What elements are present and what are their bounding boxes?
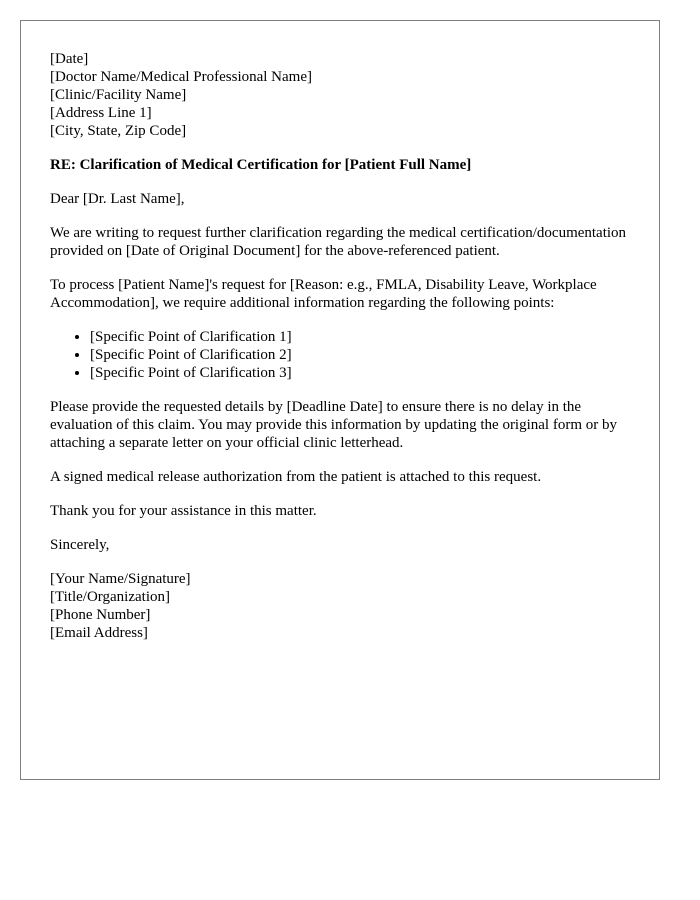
letter-page — [20, 20, 660, 780]
body-paragraph-2: To process [Patient Name]'s request for [Reason: e.g., FMLA, Disability Leave, Workplace Accommodation], we require additional information regarding the following points: — [50, 277, 597, 311]
letter-content — [50, 50, 640, 658]
body-paragraph-4: A signed medical release authorization from the patient is attached to this request. — [50, 469, 542, 485]
closing: Sincerely, — [50, 537, 110, 553]
salutation: Dear [Dr. Last Name], — [50, 191, 185, 207]
sender-title-line: [Title/Organization] — [50, 589, 170, 605]
date-line: [Date] — [50, 51, 89, 67]
sender-signature-block — [50, 570, 640, 642]
body-paragraph-5: Thank you for your assistance in this matter. — [50, 503, 317, 519]
list-item: • [Specific Point of Clarification 2] — [90, 346, 640, 364]
list-item: • [Specific Point of Clarification 1] — [90, 328, 640, 346]
subject-line: RE: Clarification of Medical Certification for [Patient Full Name] — [50, 157, 472, 173]
address-line-1: [Address Line 1] — [50, 105, 152, 121]
list-item: • [Specific Point of Clarification 3] — [90, 364, 640, 382]
city-state-zip-line: [City, State, Zip Code] — [50, 123, 187, 139]
clarification-points-list — [50, 328, 640, 382]
recipient-address-block — [50, 50, 640, 140]
body-paragraph-3: Please provide the requested details by [Deadline Date] to ensure there is no delay in the evaluation of this claim. You may provide this information by updating the original form or by attaching a separate letter on your official clinic letterhead. — [50, 399, 617, 451]
sender-phone-line: [Phone Number] — [50, 607, 151, 623]
sender-email-line: [Email Address] — [50, 625, 148, 641]
doctor-name-line: [Doctor Name/Medical Professional Name] — [50, 69, 312, 85]
sender-name-line: [Your Name/Signature] — [50, 571, 191, 587]
clinic-name-line: [Clinic/Facility Name] — [50, 87, 187, 103]
body-paragraph-1: We are writing to request further clarification regarding the medical certification/documentation provided on [Date of Original Document] for the above-referenced patient. — [50, 225, 627, 259]
